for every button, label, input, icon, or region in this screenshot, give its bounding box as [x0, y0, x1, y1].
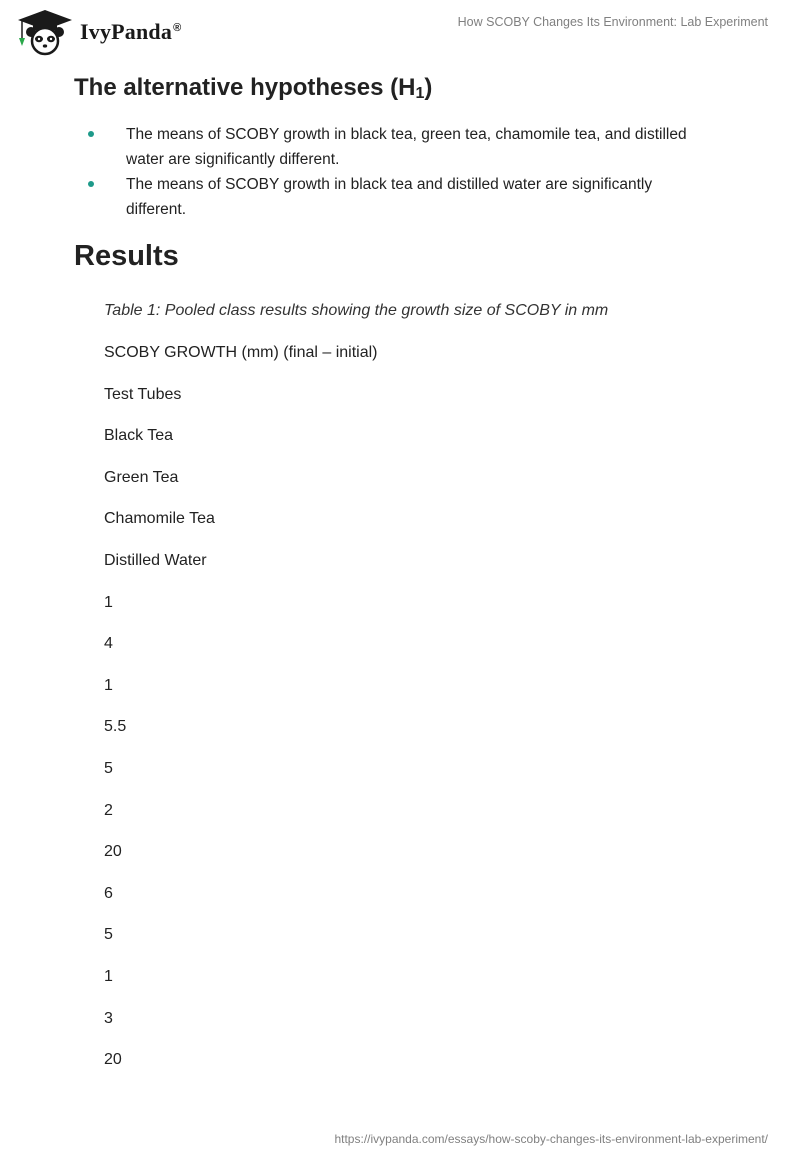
list-item: The means of SCOBY growth in black tea, green tea, chamomile tea, and distilled water are significantly different. — [74, 122, 714, 172]
table-caption: Table 1: Pooled class results showing the growth size of SCOBY in mm — [104, 302, 609, 319]
table-cell: 20 — [104, 1051, 122, 1069]
table-cell: SCOBY GROWTH (mm) (final – initial) — [104, 344, 378, 361]
table-cell: 1 — [104, 676, 113, 694]
table-cell: Test Tubes — [104, 385, 182, 403]
table-cell: 5.5 — [104, 718, 127, 736]
table-cell: 5 — [104, 926, 113, 944]
table-cell: 1 — [104, 967, 113, 985]
bullet-icon — [88, 131, 94, 137]
table-cell: 4 — [104, 635, 113, 653]
source-url-link[interactable]: https://ivypanda.com/essays/how-scoby-changes-its-environment-lab-experiment/ — [334, 1132, 768, 1146]
table-cell: Black Tea — [104, 427, 174, 445]
list-item: The means of SCOBY growth in black tea and distilled water are significantly different. — [74, 172, 714, 222]
table-cell: Chamomile Tea — [104, 510, 215, 528]
table-cell: 5 — [104, 759, 113, 777]
table-cell: Distilled Water — [104, 551, 207, 569]
brand-logo[interactable] — [14, 8, 181, 56]
bullet-icon — [88, 181, 94, 187]
results-table-cells — [104, 343, 378, 1092]
brand-name: IvyPanda® — [80, 19, 182, 44]
table-cell: 3 — [104, 1009, 113, 1027]
document-header-title: How SCOBY Changes Its Environment: Lab Experiment — [457, 15, 768, 29]
table-cell: 1 — [104, 593, 113, 611]
results-heading: Results — [74, 240, 179, 272]
table-cell: 6 — [104, 884, 113, 902]
table-cell: Green Tea — [104, 468, 179, 486]
hypotheses-list — [74, 122, 714, 222]
table-cell: 20 — [104, 843, 122, 861]
panda-logo-icon — [14, 8, 76, 56]
table-cell: 2 — [104, 801, 113, 819]
hypotheses-heading: The alternative hypotheses $(H_1)$ — [74, 74, 433, 102]
